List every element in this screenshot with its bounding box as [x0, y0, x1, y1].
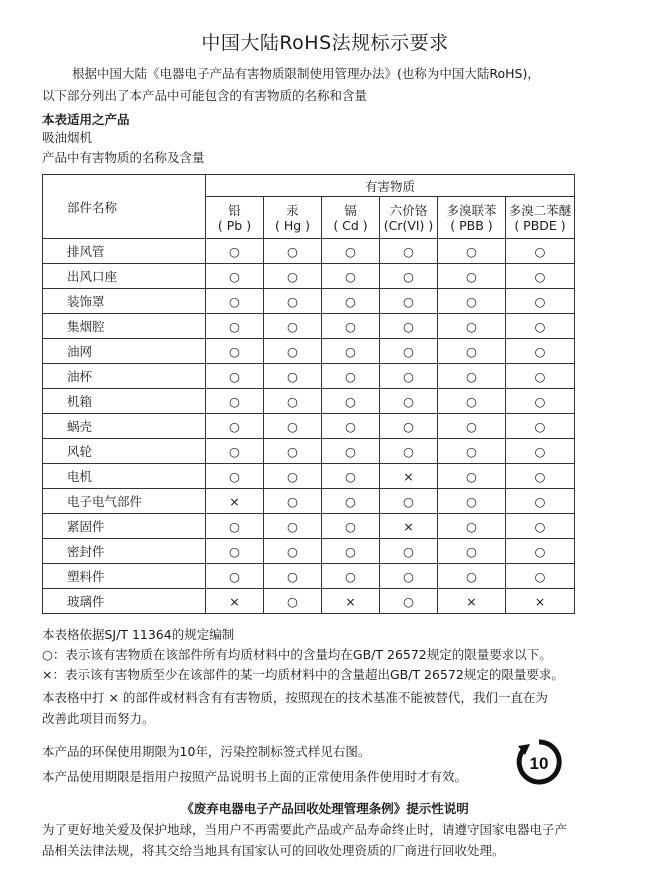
substance-mark-cell: ○ [206, 289, 264, 314]
substance-header-pbb: 多溴联苯 ( PBB ) [438, 197, 506, 239]
part-name-cell: 油杯 [43, 364, 206, 389]
part-name-cell: 机箱 [43, 389, 206, 414]
substance-mark-cell: ○ [506, 364, 575, 389]
substance-mark-cell: ○ [322, 239, 380, 264]
part-name-cell: 装饰罩 [43, 289, 206, 314]
substance-mark-cell: ○ [206, 539, 264, 564]
recycle-line-1: 为了更好地关爱及保护地球，当用户不再需要此产品或产品寿命终止时，请遵守国家电器电子产 [42, 822, 568, 837]
substance-mark-cell: ○ [264, 539, 322, 564]
part-name-cell: 玻璃件 [43, 589, 206, 614]
substance-mark-cell: ○ [438, 339, 506, 364]
part-name-cell: 风轮 [43, 439, 206, 464]
substance-header-pb: 铅 ( Pb ) [206, 197, 264, 239]
substance-mark-cell: ○ [380, 389, 438, 414]
table-row [43, 564, 575, 589]
substance-mark-cell: ○ [264, 239, 322, 264]
substance-mark-cell: ○ [322, 489, 380, 514]
note-cross: ×：表示该有害物质至少在该部件的某一均质材料中的含量超出GB/T 26572规定的限量要求。 [42, 667, 564, 682]
substance-mark-cell: ○ [206, 314, 264, 339]
substance-mark-cell: ○ [380, 289, 438, 314]
substance-mark-cell: ○ [264, 414, 322, 439]
substance-mark-cell: ○ [506, 564, 575, 589]
substance-mark-cell: ○ [322, 464, 380, 489]
substance-mark-cell: × [206, 589, 264, 614]
substance-mark-cell: ○ [438, 514, 506, 539]
table-row [43, 489, 575, 514]
intro-line-2: 以下部分列出了本产品中可能包含的有害物质的名称和含量 [42, 88, 368, 103]
substance-mark-cell: ○ [380, 439, 438, 464]
substance-mark-cell: ○ [506, 464, 575, 489]
substance-mark-cell: ○ [506, 489, 575, 514]
table-row [43, 439, 575, 464]
substance-mark-cell: ○ [506, 539, 575, 564]
substance-mark-cell: ○ [322, 564, 380, 589]
intro-line-1: 根据中国大陆《电器电子产品有害物质限制使用管理办法》(也称为中国大陆RoHS)， [72, 66, 540, 81]
substance-mark-cell: ○ [380, 339, 438, 364]
recycle-title: 《废弃电器电子产品回收处理管理条例》提示性说明 [181, 801, 469, 816]
part-name-cell: 塑料件 [43, 564, 206, 589]
substance-mark-cell: ○ [380, 489, 438, 514]
substance-mark-cell: ○ [206, 364, 264, 389]
part-name-cell: 集烟腔 [43, 314, 206, 339]
substance-mark-cell: ○ [206, 514, 264, 539]
substance-header-cd: 镉 ( Cd ) [322, 197, 380, 239]
table-row [43, 514, 575, 539]
substance-mark-cell: ○ [322, 264, 380, 289]
substance-mark-cell: ○ [264, 339, 322, 364]
substance-mark-cell: ○ [506, 414, 575, 439]
substance-mark-cell: ○ [438, 489, 506, 514]
substance-mark-cell: ○ [264, 389, 322, 414]
substance-mark-cell: ○ [506, 439, 575, 464]
substance-mark-cell: ○ [438, 464, 506, 489]
efup-line-2: 本产品使用期限是指用户按照产品说明书上面的正常使用条件使用时才有效。 [42, 769, 468, 784]
substance-mark-cell: ○ [380, 264, 438, 289]
substance-header-pbde: 多溴二苯醚 ( PBDE ) [506, 197, 575, 239]
table-row [43, 289, 575, 314]
substance-mark-cell: ○ [264, 439, 322, 464]
substance-mark-cell: ○ [438, 564, 506, 589]
note-basis: 本表格依据SJ/T 11364的规定编制 [42, 627, 235, 642]
substance-mark-cell: ○ [264, 564, 322, 589]
substance-mark-cell: ○ [380, 414, 438, 439]
substance-mark-cell: × [322, 589, 380, 614]
part-name-cell: 密封件 [43, 539, 206, 564]
substance-mark-cell: ○ [322, 389, 380, 414]
substance-mark-cell: ○ [380, 539, 438, 564]
part-name-cell: 排风管 [43, 239, 206, 264]
substance-mark-cell: ○ [264, 489, 322, 514]
part-name-cell: 电机 [43, 464, 206, 489]
substance-mark-cell: ○ [206, 239, 264, 264]
substance-mark-cell: ○ [380, 589, 438, 614]
substance-mark-cell: ○ [264, 264, 322, 289]
substance-mark-cell: ○ [438, 364, 506, 389]
table-row [43, 314, 575, 339]
table-row [43, 339, 575, 364]
substance-mark-cell: ○ [438, 314, 506, 339]
table-row [43, 589, 575, 614]
substance-mark-cell: ○ [438, 264, 506, 289]
hazardous-substance-table [42, 174, 575, 614]
table-row [43, 464, 575, 489]
table-row [43, 239, 575, 264]
substance-mark-cell: × [380, 514, 438, 539]
table-row [43, 364, 575, 389]
recycle-line-2: 品相关法律法规，将其交给当地具有国家认可的回收处理资质的厂商进行回收处理。 [42, 843, 505, 858]
efup-logo-number: 10 [529, 754, 549, 773]
substance-mark-cell: ○ [322, 289, 380, 314]
substance-mark-cell: ○ [322, 364, 380, 389]
substance-mark-cell: ○ [322, 339, 380, 364]
substance-mark-cell: ○ [438, 289, 506, 314]
page-title: 中国大陆RoHS法规标示要求 [201, 32, 449, 54]
substance-mark-cell: ○ [322, 414, 380, 439]
table-row [43, 389, 575, 414]
substance-mark-cell: ○ [206, 264, 264, 289]
part-name-cell: 蜗壳 [43, 414, 206, 439]
substance-mark-cell: ○ [206, 389, 264, 414]
table-row [43, 539, 575, 564]
substance-mark-cell: ○ [506, 339, 575, 364]
part-name-cell: 油网 [43, 339, 206, 364]
substance-group-header: 有害物质 [206, 175, 575, 197]
substance-mark-cell: ○ [206, 339, 264, 364]
substance-mark-cell: × [506, 589, 575, 614]
substance-mark-cell: ○ [264, 314, 322, 339]
substance-mark-cell: ○ [438, 414, 506, 439]
substance-mark-cell: ○ [206, 414, 264, 439]
substance-mark-cell: ○ [506, 264, 575, 289]
substance-mark-cell: ○ [380, 314, 438, 339]
substance-header-cr6: 六价铬 (Cr(VI) ) [380, 197, 438, 239]
substance-mark-cell: ○ [506, 289, 575, 314]
table-row [43, 414, 575, 439]
note-circle: ○：表示该有害物质在该部件所有均质材料中的含量均在GB/T 26572规定的限量要求以下。 [42, 647, 552, 662]
substance-mark-cell: ○ [506, 239, 575, 264]
substance-mark-cell: ○ [506, 514, 575, 539]
substance-mark-cell: ○ [206, 464, 264, 489]
substance-mark-cell: ○ [380, 239, 438, 264]
part-name-cell: 紧固件 [43, 514, 206, 539]
substance-header-hg: 汞 ( Hg ) [264, 197, 322, 239]
substance-mark-cell: × [438, 589, 506, 614]
efup-10-year-logo-icon [515, 738, 563, 786]
note-marked-line-1: 本表格中打 × 的部件或材料含有有害物质，按照现在的技术基准不能被替代，我们一直在为 [42, 690, 548, 705]
substance-mark-cell: ○ [506, 314, 575, 339]
substance-mark-cell: ○ [322, 439, 380, 464]
part-name-cell: 出风口座 [43, 264, 206, 289]
substance-mark-cell: ○ [264, 589, 322, 614]
product-name: 吸油烟机 [42, 130, 93, 145]
substance-mark-cell: ○ [438, 239, 506, 264]
part-name-header: 部件名称 [43, 175, 206, 239]
substance-mark-cell: ○ [322, 314, 380, 339]
substance-mark-cell: ○ [438, 539, 506, 564]
substance-mark-cell: ○ [380, 564, 438, 589]
substance-mark-cell: ○ [438, 439, 506, 464]
substance-mark-cell: × [380, 464, 438, 489]
substance-mark-cell: ○ [380, 364, 438, 389]
substance-mark-cell: ○ [264, 514, 322, 539]
product-heading: 本表适用之产品 [42, 112, 130, 127]
part-name-cell: 电子电气部件 [43, 489, 206, 514]
substance-mark-cell: ○ [322, 514, 380, 539]
substance-mark-cell: ○ [438, 389, 506, 414]
efup-line-1: 本产品的环保使用期限为10年，污染控制标签式样见右图。 [42, 744, 371, 759]
note-marked-line-2: 改善此项目而努力。 [42, 711, 155, 726]
substance-mark-cell: ○ [264, 289, 322, 314]
table-row [43, 264, 575, 289]
substance-mark-cell: ○ [206, 439, 264, 464]
table-caption: 产品中有害物质的名称及含量 [42, 150, 205, 165]
substance-mark-cell: ○ [206, 564, 264, 589]
substance-mark-cell: ○ [264, 464, 322, 489]
substance-mark-cell: ○ [264, 364, 322, 389]
substance-mark-cell: ○ [322, 539, 380, 564]
substance-mark-cell: × [206, 489, 264, 514]
substance-mark-cell: ○ [506, 389, 575, 414]
